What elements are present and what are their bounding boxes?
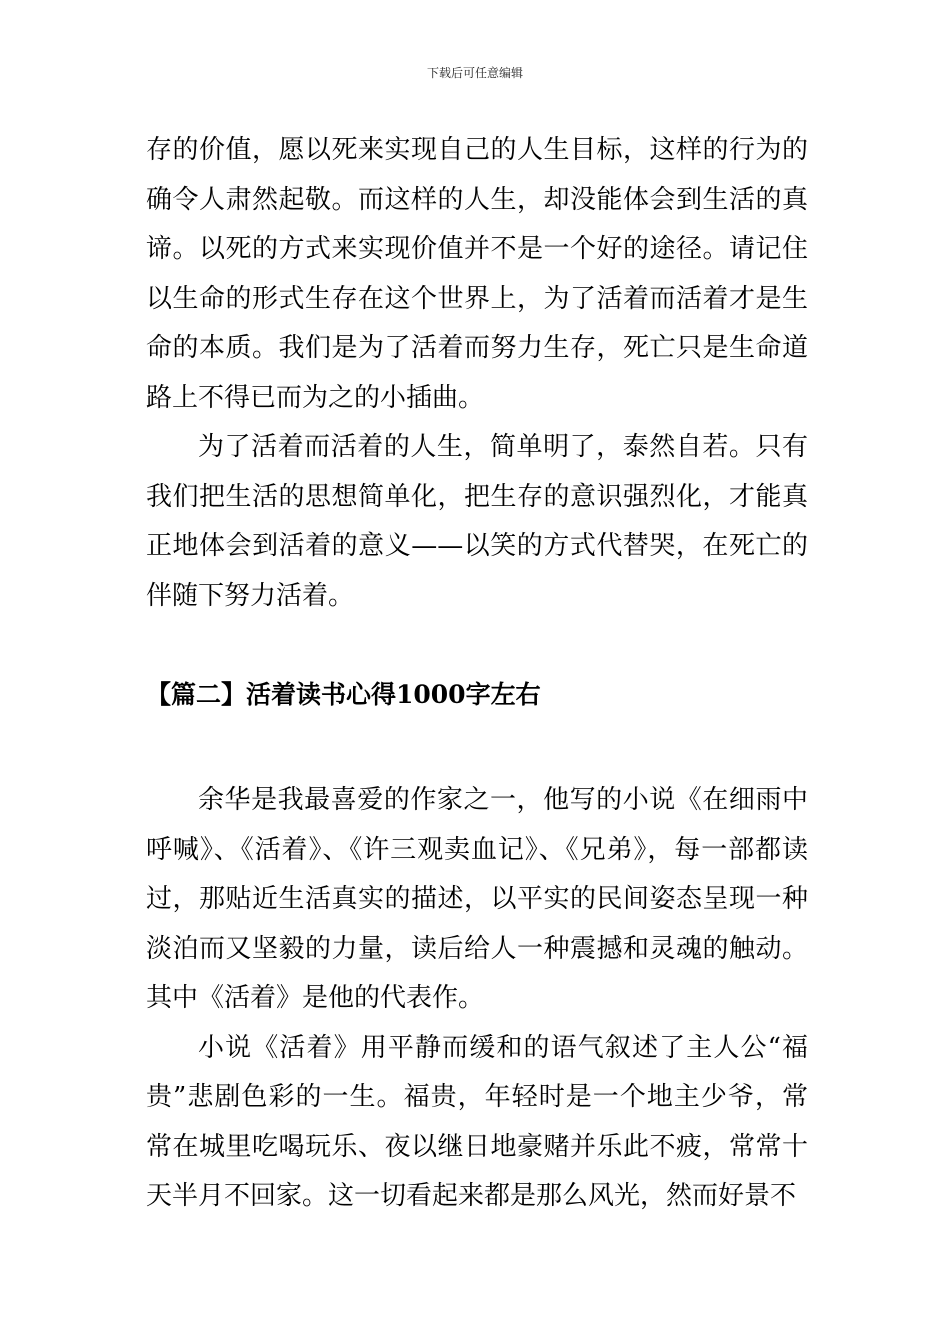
part1-block bbox=[146, 126, 808, 621]
page-header-note: 下载后可任意编辑 bbox=[426, 66, 523, 80]
paragraph: 余华是我最喜爱的作家之一，他写的小说《在细雨中呼喊》、《活着》、《许三观卖血记》、《兄弟》，每一部都读过，那贴近生活真实的描述，以平实的民间姿态呈现一种淡泊而又坚毅的力量，读后给人一种震撼和灵魂的触动。其中《活着》是他的代表作。 bbox=[146, 785, 808, 1013]
part2-block bbox=[146, 776, 808, 1222]
paragraph: 小说《活着》用平静而缓和的语气叙述了主人公“福贵”悲剧色彩的一生。福贵，年轻时是一个地主少爷，常常在城里吃喝玩乐、夜以继日地豪赌并乐此不疲，常常十天半月不回家。这一切看起来都是那么风光，然而好景不 bbox=[146, 1032, 808, 1211]
paragraph: 为了活着而活着的人生，简单明了，泰然自若。只有我们把生活的思想简单化，把生存的意识强烈化，才能真正地体会到活着的意义——以笑的方式代替哭，在死亡的伴随下努力活着。 bbox=[146, 432, 808, 611]
section-title: 【篇二】活着读书心得1000字左右 bbox=[146, 680, 541, 709]
paragraph-continuation: 存的价值，愿以死来实现自己的人生目标，这样的行为的确令人肃然起敬。而这样的人生，却没能体会到生活的真谛。以死的方式来实现价值并不是一个好的途径。请记住以生命的形式生存在这个世界上，为了活着而活着才是生命的本质。我们是为了活着而努力生存，死亡只是生命道路上不得已而为之的小插曲。 bbox=[146, 135, 808, 413]
